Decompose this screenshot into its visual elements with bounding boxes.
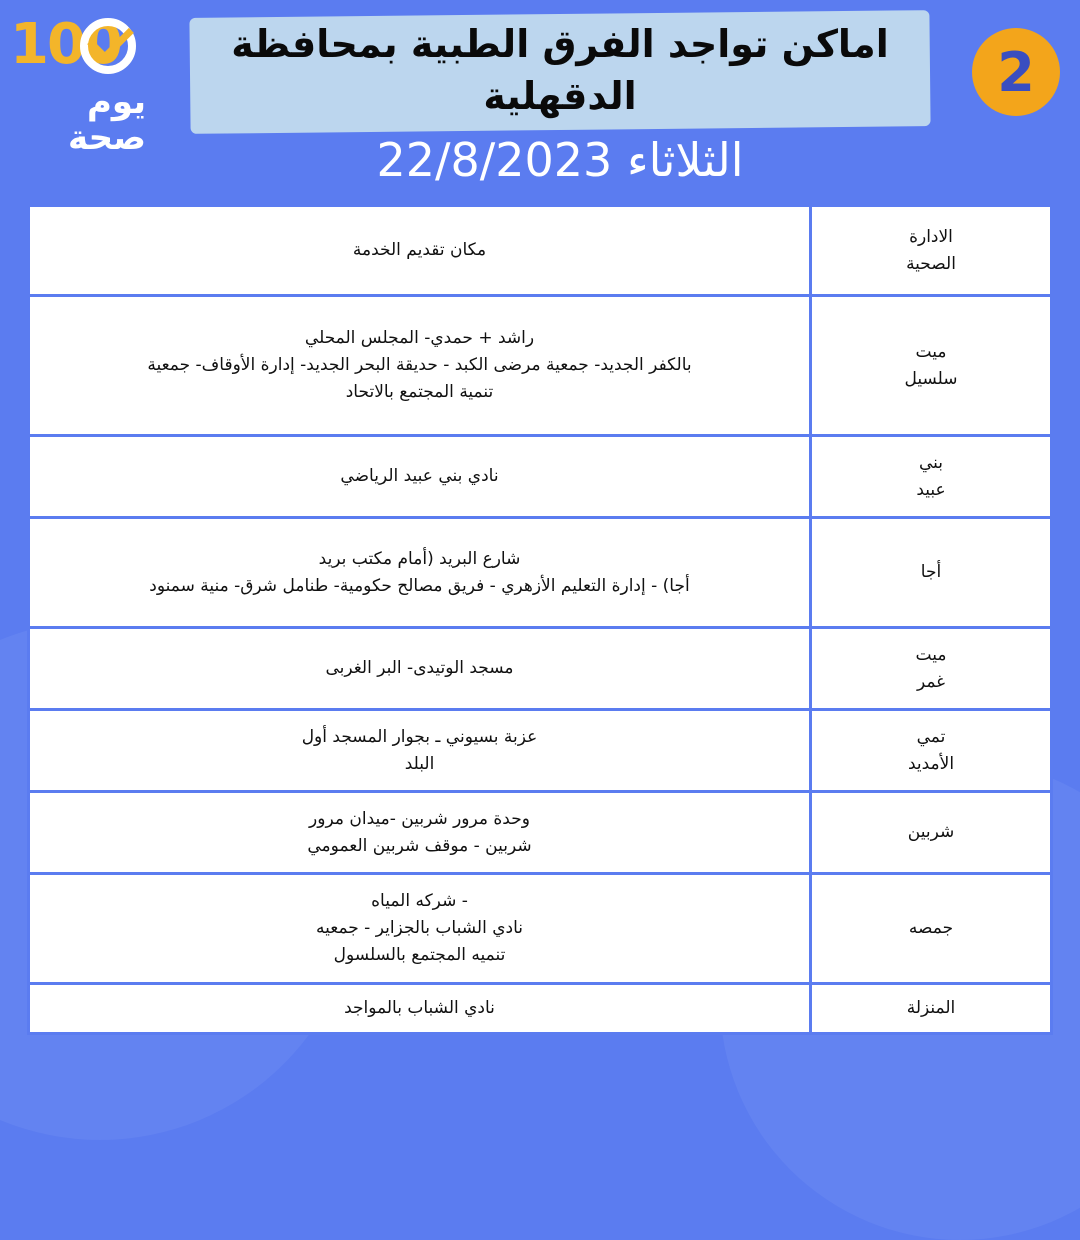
page-date: الثلاثاء 22/8/2023 <box>376 133 744 187</box>
table-row <box>29 436 1052 518</box>
admin-cell: شربين <box>811 792 1052 874</box>
admin-cell: جمصه <box>811 874 1052 984</box>
place-cell: عزبة بسيوني ـ بجوار المسجد أول البلد <box>29 710 811 792</box>
logo-number: 100 <box>10 12 121 77</box>
table-row <box>29 296 1052 436</box>
place-cell: نادي الشباب بالمواجد <box>29 984 811 1034</box>
table-row <box>29 710 1052 792</box>
header-place: مكان تقديم الخدمة <box>29 206 811 296</box>
logo <box>10 12 150 158</box>
admin-cell: ميت سلسيل <box>811 296 1052 436</box>
admin-cell: تمي الأمديد <box>811 710 1052 792</box>
table-row <box>29 874 1052 984</box>
page-number-badge: 2 <box>972 28 1060 116</box>
table-row <box>29 792 1052 874</box>
admin-cell: ميت غمر <box>811 628 1052 710</box>
logo-line1: يوم <box>86 82 146 122</box>
place-cell: وحدة مرور شربين -ميدان مرور شربين - موقف شربين العمومي <box>29 792 811 874</box>
logo-line2: صحة <box>68 118 146 158</box>
page-title: اماكن تواجد الفرق الطبية بمحافظة الدقهلية <box>231 22 889 118</box>
header-admin: الادارة الصحية <box>811 206 1052 296</box>
schedule-table <box>27 204 1053 1035</box>
place-cell: شارع البريد (أمام مكتب بريد أجا) - إدارة التعليم الأزهري - فريق مصالح حكومية- طنامل شرق- منية سمنود <box>29 518 811 628</box>
place-cell: راشد + حمدي- المجلس المحلي بالكفر الجديد- جمعية مرضى الكبد - حديقة البحر الجديد- إدارة الأوقاف- جمعية تنمية المجتمع بالاتحاد <box>29 296 811 436</box>
place-cell: - شركه المياه نادي الشباب بالجزاير - جمعيه تنميه المجتمع بالسلسول <box>29 874 811 984</box>
place-cell: مسجد الوتيدى- البر الغربى <box>29 628 811 710</box>
table-row <box>29 628 1052 710</box>
place-cell: نادي بني عبيد الرياضي <box>29 436 811 518</box>
table-header-row <box>29 206 1052 296</box>
admin-cell: بني عبيد <box>811 436 1052 518</box>
table-row <box>29 518 1052 628</box>
table-row <box>29 984 1052 1034</box>
admin-cell: أجا <box>811 518 1052 628</box>
admin-cell: المنزلة <box>811 984 1052 1034</box>
